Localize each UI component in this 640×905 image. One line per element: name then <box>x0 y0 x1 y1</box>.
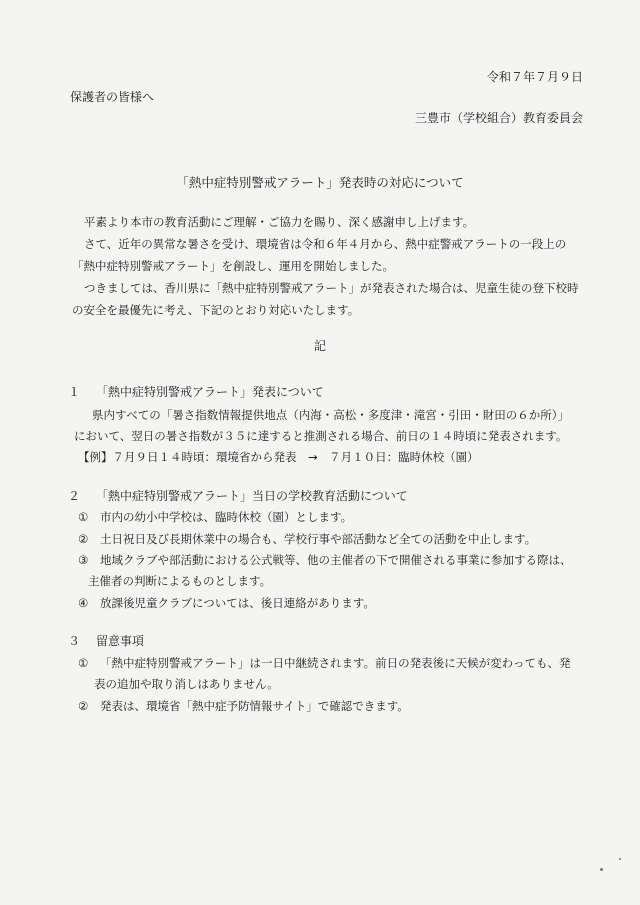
item-mark: ② <box>78 699 89 713</box>
item-text: 発表は、環境省「熱中症予防情報サイト」で確認できます。 <box>100 699 409 713</box>
section-1-example: 【例】７月９日１４時頃：環境省から発表 → ７月１０日：臨時休校（園） <box>78 450 479 464</box>
item-text: 市内の幼小中学校は、臨時休校（園）とします。 <box>100 510 353 524</box>
section-2-item-3-cont: 主催者の判断によるものとします。 <box>88 574 272 588</box>
item-mark: ① <box>78 510 89 524</box>
section-2-number: ２ <box>68 489 81 503</box>
section-3-item-1 <box>78 656 570 670</box>
section-2-heading <box>68 489 408 503</box>
section-2-item-2 <box>78 532 536 546</box>
section-1-number: １ <box>68 385 81 399</box>
section-1-line-2: において、翌日の暑さ指数が３５に達すると推測される場合、前日の１４時頃に発表されます。 <box>74 429 568 443</box>
item-mark: ② <box>78 532 89 546</box>
ki-marker: 記 <box>313 339 326 353</box>
recipient: 保護者の皆様へ <box>70 90 155 104</box>
section-2-title: 「熱中症特別警戒アラート」当日の学校教育活動について <box>96 489 408 503</box>
section-1-title: 「熱中症特別警戒アラート」発表について <box>96 385 324 399</box>
intro-line-2: さて、近年の異常な暑さを受け、環境省は令和６年４月から、熱中症警戒アラートの一段上の <box>84 237 567 251</box>
intro-line-5: の安全を最優先に考え、下記のとおり対応いたします。 <box>72 303 360 317</box>
item-text: 土日祝日及び長期休業中の場合も、学校行事や部活動など全ての活動を中止します。 <box>100 532 537 546</box>
item-mark: ③ <box>78 553 89 567</box>
sender: 三豊市（学校組合）教育委員会 <box>414 111 583 125</box>
document-date: 令和７年７月９日 <box>486 70 583 84</box>
intro-line-3: 「熱中症特別警戒アラート」を創設し、運用を開始しました。 <box>72 259 394 273</box>
section-2-item-1 <box>78 510 352 524</box>
section-1-line-1: 県内すべての「暑さ指数情報提供地点（内海・高松・多度津・滝宮・引田・財田の６か所）」 <box>92 408 570 422</box>
intro-line-4: つきましては、香川県に「熱中症特別警戒アラート」が発表された場合は、児童生徒の登下校時 <box>84 281 579 295</box>
section-3-heading <box>68 634 144 648</box>
scan-speck <box>600 868 603 871</box>
item-text: 放課後児童クラブについては、後日連絡があります。 <box>100 596 375 610</box>
item-mark: ① <box>78 656 89 670</box>
section-3-number: ３ <box>68 634 81 648</box>
section-2-item-3 <box>78 553 572 567</box>
item-mark: ④ <box>78 596 89 610</box>
section-3-title: 留意事項 <box>96 634 145 648</box>
item-text: 「熱中症特別警戒アラート」は一日中継続されます。前日の発表後に天候が変わっても、発 <box>100 656 571 670</box>
section-3-item-2 <box>78 699 409 713</box>
section-1-heading <box>68 385 324 399</box>
section-3-item-1-cont: 表の追加や取り消しはありません。 <box>94 677 279 691</box>
section-2-item-4 <box>78 596 375 610</box>
item-text: 地域クラブや部活動における公式戦等、他の主催者の下で開催される事業に参加する際は、 <box>100 553 572 567</box>
scan-speck <box>619 858 621 860</box>
intro-line-1: 平素より本市の教育活動にご理解・ご協力を賜り、深く感謝申し上げます。 <box>84 215 475 229</box>
document-title: 「熱中症特別警戒アラート」発表時の対応について <box>176 175 464 190</box>
